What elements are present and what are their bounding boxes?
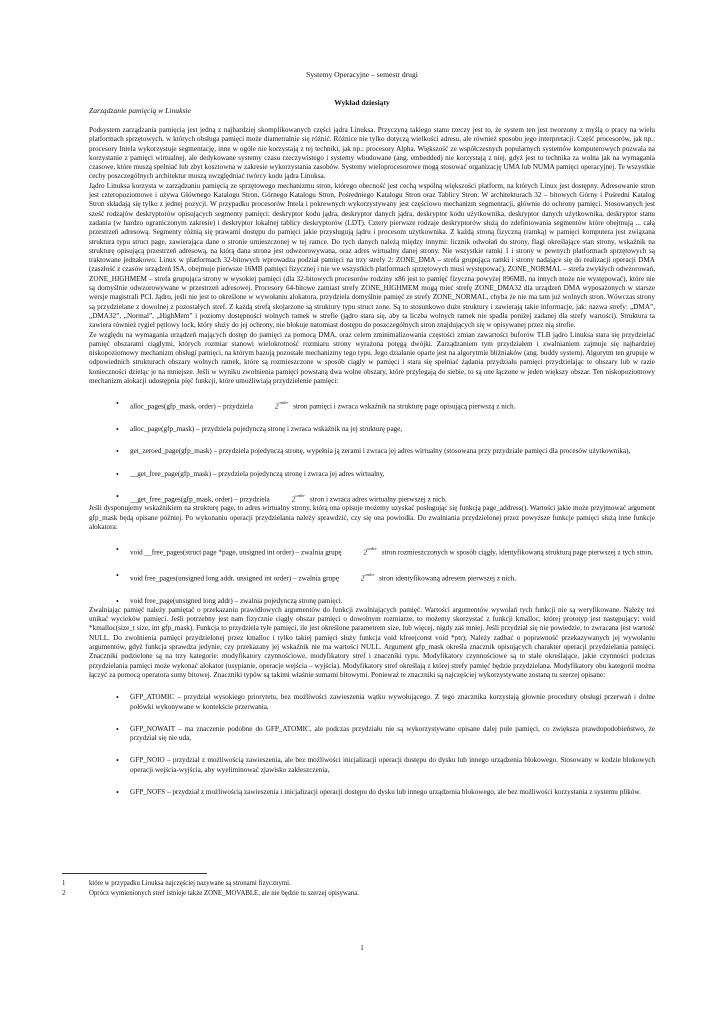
footnote-number: 2 — [62, 889, 66, 897]
body-text — [89, 126, 655, 797]
bullet-icon: • — [116, 756, 119, 766]
footnote-text: które w przypadku Linuksa najczęściej nazywane są stronami fizycznymi. — [89, 880, 291, 887]
paragraph-buddy-system: Ze względu na wymagania urządzeń mających dostęp do pamięci za pomocą DMA, oraz celem zminimalizowania częstości zmian zawartości buforów TLB jądro Linuksa stara się przydzielać pamięć obszarami ciągłymi, których rozmiar stanowi wielokrotność rozmiaru strony wyrażona potęgą dwójki. Zarządzaniem tym przydziałem i zwalnianiem zajmuje się najbardziej niskopoziomowy mechanizm obsługi pamięci, na którym bazują pozostałe mechanizmy tego typu. Jego działanie oparte jest na algorytmie bliźniaków (ang. buddy system). Algorytm ten grupuje w odpowiednich strukturach obszary wolnych ramek, które są rozmieszczone w sposób ciągły w pamięci i stara się spełniać żądania przydziału pamięci przydzielając te obszary lub w razie konieczności dzieląc je na mniejsze. Jeśli w wyniku zwolnienia pamięci powstaną dwa wolne obszary, które przylegają do siebie, to są one łączone w jeden większy obszar. Ten niskopoziomowy mechanizm alokacji udostępnia pięć funkcji, które umożliwiają przydzielenie pamięci: — [89, 330, 655, 386]
power-base: 2 — [291, 495, 296, 504]
power-of-two — [364, 545, 377, 558]
list-item-text: GFP_NOIO – przydział z możliwością zawieszenia, ale bez możliwości inicjalizacji operacji dostępu do dysku lub innego urządzenia blokowego. Stosowany w kodzie blokowych operacji wejścia-wyjścia, aby wyeliminować zjawisko zakleszczenia, — [130, 756, 655, 774]
footnote — [62, 889, 662, 899]
power-of-two — [275, 399, 288, 412]
list-item-text: void __free_pages(struct page *page, unsigned int order) – zwalnia grupę — [130, 548, 342, 557]
bullet-icon: • — [116, 596, 119, 606]
section-title: Zarządzanie pamięcią w Linuksie — [89, 106, 191, 115]
paragraph-paging: Jądro Linuksa korzysta w zarządzaniu pamięcią ze sprzętowego mechanizmu stron, którego obecność jest cechą wspólną większości platform, na których Linux jest dostępny. Adresowanie stron jest czteropoziomowe i używa Głównego Katalogu Stron, Górnego Katalogu Stron, Pośredniego Katalogu Stron oraz Tablicy Stron. W architekturach 32 – bitowych Górny i Pośredni Katalog Stron składają się tylko z jednej pozycji. W przypadku procesorów Intela i pokrewnych wykorzystywany jest częściowo mechanizm segmentacji, głównie do ochrony pamięci. Stosowanych jest sześć rodzajów deskryptorów opisujących segmenty pamięci: deskryptor kodu jądra, deskryptor danych jądra, deskryptor kodu użytkownika, deskryptor danych użytkownika, deskryptor stanu zadania (w hardzo ograniczonym zakresie) i deskryptor lokalnej tablicy deskryptorów (LDT). Cztery pierwsze rodzaje deskryptorów służą do zdefiniowania segmentów które obejmują ... całą przestrzeń adresową. Segmenty różnią się prawami dostępu do pamięci jakie przysługują jądru i procesom użytkownika. Z każdą stroną fizyczną (ramką) w pamięci komputera jest związana struktura typu struct page, zawierająca dane o stronie umieszczonej w tej ramce. Do tych danych należą między innymi: licznik odwołań do strony, flagi określające stan strony, wskaźnik na strukturę opisującą przestrzeń adresową, na którą dana strona jest odwzorowywana, oraz adres wirtualny danej strony. Nie wszystkie ramki 1 i strony w pewnych platformach sprzętowych są traktowane jednakowo. Linux w platformach 32-bitowych wprowadza podział pamięci na trzy strefy 2: ZONE_DMA – strefa grupująca ramki i strony nadające się do realizacji operacji DMA (zaszłość z czasów urządzeń ISA, obejmuje pierwsze 16MB pamięci fizycznej i nie we wszystkich platformach sprzętowych musi występować), ZONE_NORMAL – strefa zwykłych odwzorowań, ZONE_HIGHMEM – strefa grupująca strony w wysokiej pamięci (dla 32-bitowych procesorów rodziny x86 jest to pamięć fizyczna powyżej 896MB, na innych może nie występować), które nie są domyślnie odwzorowywane w przestrzeń adresowej. Procesory 64-bitowe zamiast strefy ZONE_HIGHMEM mogą mieć strefę ZONE_DMA32 dla urządzeń DMA wyposażonych w starsze wersje magistrali PCI. Jądro, jeśli nie jest to określone w wywołaniu alokatora, przydziela domyślnie pamięć ze strefy ZONE_NORMAL, chyba że nie ma tam już wolnych stron. Wówczas strony są przydzielane z dowolnej z pozostałych stref. Z każdą strefą skojarzone są struktury typu struct zone. Są to stosunkowo duże struktury i zawierają takie informacje, jak: nazwa strefy: „DMA”, „DMA32”, „Normal”, „HighMem” i poziomy dostępności wolnych ramek w strefie (jądro stara się, aby ta liczba wolnych ramek nie spadła poniżej zadanej dla strefy wartości). Struktura ta zawiera również rygiel pętlowy lock, który służy do jej ochrony, nie blokuje natomiast dostępu do poszczególnych stron znajdujących się w opisywanej przez nią strefie. — [89, 181, 655, 330]
bullet-icon: • — [116, 447, 119, 457]
alloc-function-list — [89, 399, 655, 504]
list-item-text: GFP_NOFS – przydział z możliwością zawieszenia i inicjalizacji operacji dostępu do dysku lub innego urządzenia blokowego, ale bez możliwości korzystania z systemu plików. — [130, 788, 641, 797]
list-item-text: GFP_NOWAIT – ma znaczenie podobne do GFP_ATOMIC, ale podczas przydziału nie są wykorzystywane opisane dalej pule pamięci, co zwiększa prawdopodobieństwo, że przydział się nie uda, — [130, 724, 655, 743]
power-base: 2 — [360, 574, 365, 583]
footnotes — [62, 879, 662, 898]
list-item-text: void free_page(unsigned long addr) – zwalnia pojedynczą stronę pamięci. — [130, 596, 343, 605]
lecture-title: Wykład dziesiąty — [334, 98, 390, 107]
footnote — [62, 879, 662, 889]
paragraph-kmalloc: Zwalniając pamięć należy pamiętać o przekazaniu prawidłowych argumentów do funkcji zwalniających pamięć. Wartości argumentów wywołań tych funkcji nie są weryfikowane. Należy też unikać wycieków pamięci. Jeśli potrzebny jest nam fizycznie ciągły obszar pamięci o dowolnym rozmiarze, to możemy skorzystać z funkcji kmalloc, której prototyp jest następujący: void *kmalloc(size_t size, int gfp_mask). Funkcja to przydziela tyle pamięci, ile jest określone parametrem size, lub więcej, nigdy zaś mniej. Jeśli przydział się nie powiedzie, to zwracana jest wartość NULL. Do zwolnienia pamięci przydzielonej przez kmalloc i tylko takiej pamięci służy funkcja void kfree(const void *ptr); Należy zadbać o poprawność przekazywanych jej wywołaniu argumentów, gdyż funkcja sprawdza jedynie, czy przekazany jej wskaźnik nie ma wartości NULL. Argument gfp_mask określa znacznik opisujących charakter operacji przydzielania pamięci. Znaczniki podzielone są na trzy kategorie: modyfikatory czynnościowe, modyfikatory stref i znaczniki typu. Modyfikatory czynnościowe są to stałe określające, jakie czynności podczas przydzielania pamięci może wykonać alokator (usypianie, operacje wejścia – wyjścia). Modyfikatory stref określają z której strefy pamięć będzie przydzielana. Modyfikatory obu kategorii można łączyć za pomocą operatora sumy bitowej. Znaczniki typów są takimi właśnie sumami bitowymi. Ponieważ te znaczniki są najczęściej wykorzystywane zostaną tu szerzej opisane: — [89, 605, 655, 679]
list-item-text: __get_free_pages(gfp_mask, order) – przydziela — [130, 495, 270, 504]
list-item — [89, 788, 655, 797]
footnote-text: Oprócz wymienionych stref istnieje także ZONE_MOVABLE, ale nie będzie tu szerzej opisywana. — [89, 889, 359, 897]
list-item — [89, 725, 655, 744]
list-item-text: stron i zwraca adres wirtualny pierwszej z nich. — [308, 495, 447, 504]
free-function-list — [89, 545, 655, 606]
power-of-two — [292, 492, 305, 505]
bullet-icon: • — [116, 491, 119, 501]
list-item-text: get_zeroed_page(gfp_mask) – przydziela pojedynczą stronę, wypełnia ją zerami i zwraca jej adres wirtualny (stosowana przy przydziale pamięci dla procesów użytkownika), — [130, 447, 631, 456]
list-item — [89, 597, 655, 606]
power-exponent: order — [367, 546, 377, 552]
footnote-rule — [62, 873, 207, 874]
list-item-text: alloc_page(gfp_mask) – przydziela pojedynczą stronę i zwraca wskaźnik na jej strukturę page, — [130, 424, 403, 433]
list-item — [89, 545, 655, 558]
power-base: 2 — [274, 402, 279, 411]
power-exponent: order — [295, 492, 306, 498]
list-item — [89, 470, 655, 479]
list-item-text: stron rozmieszczonych w sposób ciągły, identyfikowaną strukturą page pierwszej z tych stron, — [379, 548, 653, 557]
bullet-icon: • — [116, 399, 119, 409]
list-item — [89, 447, 655, 456]
power-exponent: order — [364, 571, 375, 577]
list-item-text: alloc_pages(gfp_mask, order) – przydziela — [130, 402, 253, 411]
list-item-text: __get_free_page(gfp_mask) – przydziela pojedynczą stronę i zwraca jej adres wirtualny, — [130, 469, 385, 478]
bullet-icon: • — [116, 469, 119, 479]
list-item — [89, 425, 655, 434]
bullet-icon: • — [116, 424, 119, 434]
list-item-text: void free_pages(unsigned long addr, unsigned int order) – zwalnia grupę — [130, 574, 339, 583]
list-item-text: stron identyfikowaną adresem pierwszej z nich, — [377, 574, 516, 583]
paragraph-page-address: Jeśli dysponujemy wskaźnikiem na strukturę page, to adres wirtualny strony, którą ona opisuje możemy uzyskać posługując się funkcją page_address(). Wartości jakie może przyjmować argument gfp_mask będą opisane później. Po wykonaniu operacji przydzielania należy sprawdzić, czy się ona powiodła. Do zwalniania przydzielonej przez powyższe funkcje pamięci służą inne funkcje alokatora: — [89, 504, 655, 532]
power-exponent: order — [278, 400, 289, 406]
list-item — [89, 492, 655, 505]
gfp-flag-list — [89, 693, 655, 797]
bullet-icon: • — [116, 545, 119, 555]
list-item-text: GFP_ATOMIC – przydział wysokiego priorytetu, bez możliwości zawieszenia wątku wywołującego. Z tego znacznika korzystają głownie procedury obsługi przerwań i dolne połówki wykonywane w kontekście przerwania, — [130, 693, 655, 711]
list-item — [89, 399, 655, 412]
list-item-text: stron pamięci i zwraca wskaźnik na strukturę page opisującą pierwszą z nich. — [291, 402, 516, 411]
page-number: 1 — [360, 944, 364, 952]
footnote-number: 1 — [62, 880, 66, 887]
running-header: Systemy Operacyjne – semestr drugi — [306, 70, 418, 79]
list-item — [89, 571, 655, 584]
power-of-two — [361, 571, 374, 584]
bullet-icon: • — [116, 724, 119, 734]
bullet-icon: • — [116, 788, 119, 798]
paragraph-intro: Podsystem zarządzania pamięcią jest jedną z najbardziej skomplikowanych części jądra Linuksa. Przyczyną takiego stanu rzeczy jest to, że system ten jest tworzony z myślą o pracy na wielu platformach sprzętowych, w których obsługa pamięci może diametralnie się różnić. Różnice nie tylko dotyczą wielkości adresu, ale również sposobu jego interpretacji. Część procesorów, jak np.: procesory Intela wykorzystuje segmentację, inne w ogóle nie korzystają z tej techniki, jak np.: procesory Alpha. Większość ze współczesnych popularnych systemów komputerowych pozwala na korzystanie z pamięci wirtualnej, ale dedykowane systemy czasu rzeczywistego i systemy wbudowane (ang. embedded) nie korzystają z niej, gdyż jest to technika za wolna jak na wymagania czasowe, które muszą spełniać lub zbyt kosztowna w zakresie wykorzystania zasobów. Systemy wieloprocesorowe mogą stosować organizację UMA lub NUMA pamięci operacyjnej. Te wszystkie cechy poszczególnych architektur muszą uwzględniać twórcy kodu jądra Linuksa. — [89, 126, 655, 181]
power-base: 2 — [363, 548, 368, 557]
list-item — [89, 693, 655, 712]
list-item — [89, 756, 655, 775]
bullet-icon: • — [116, 693, 119, 703]
bullet-icon: • — [116, 570, 119, 580]
